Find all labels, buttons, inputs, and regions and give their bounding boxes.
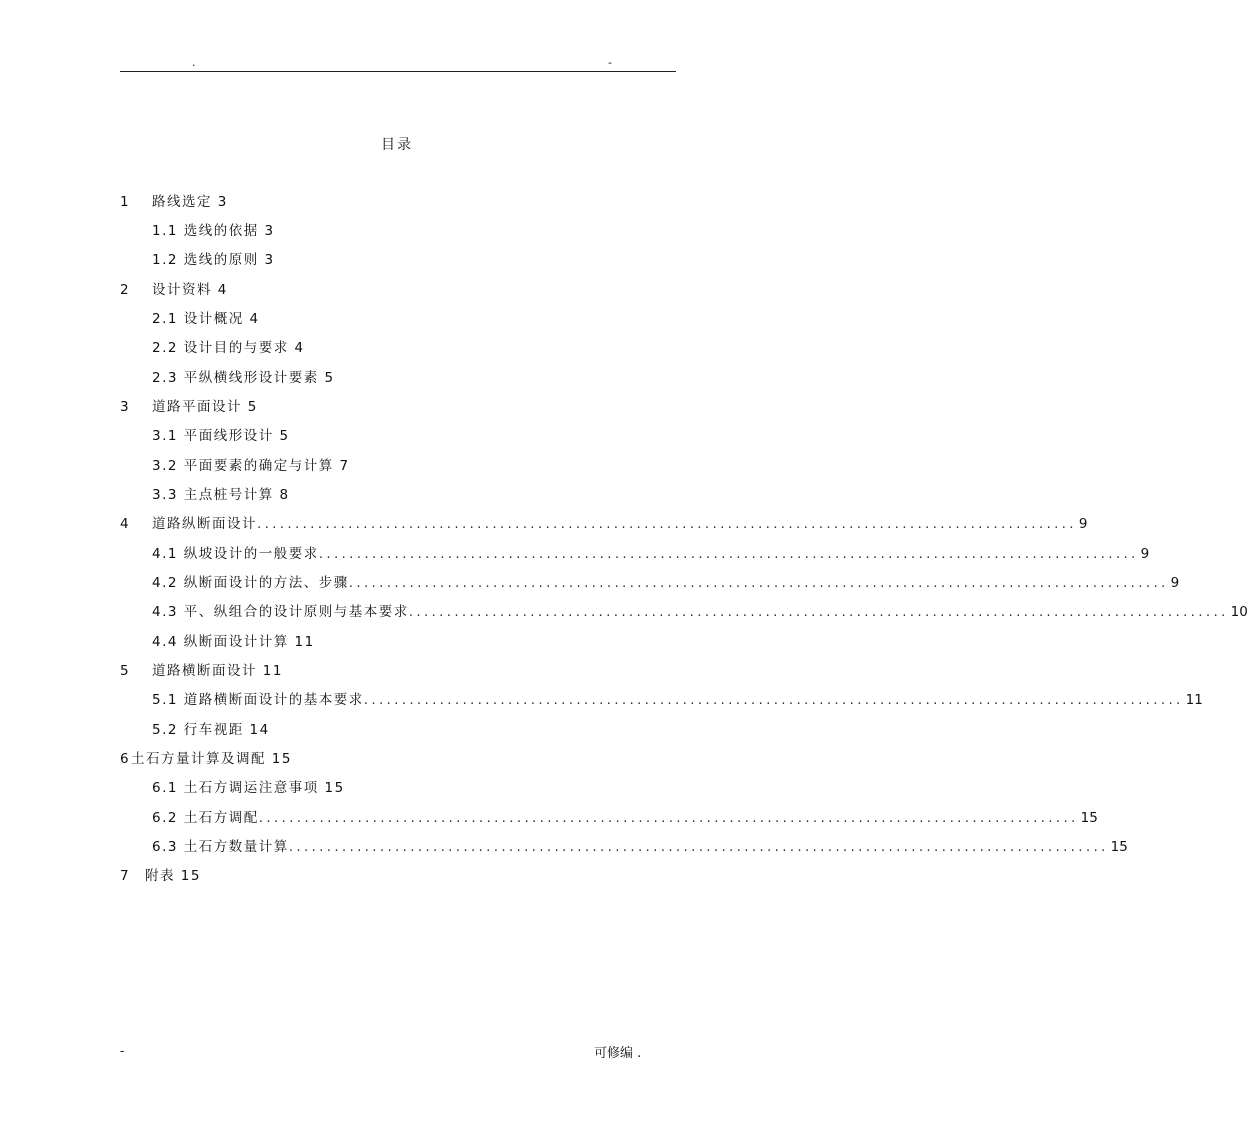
toc-entry-7[interactable] bbox=[0, 866, 794, 886]
toc-number: 5 bbox=[120, 663, 129, 679]
toc-text: 4.1 纵坡设计的一般要求 bbox=[152, 546, 319, 562]
toc-leader: ............................................................................................................ bbox=[363, 692, 1184, 708]
toc-entry-4[interactable] bbox=[0, 514, 1088, 534]
toc-entry-3-3[interactable] bbox=[0, 485, 794, 505]
toc-entry-1[interactable] bbox=[0, 192, 794, 212]
toc-entry-2-2[interactable] bbox=[0, 338, 794, 358]
toc-entry-3[interactable] bbox=[0, 397, 794, 417]
toc-page: 15 bbox=[1080, 810, 1098, 826]
toc-text: 6.2 土石方调配 bbox=[152, 810, 259, 826]
toc-leader: ............................................................................................................ bbox=[258, 810, 1079, 826]
toc-entry-6-2[interactable] bbox=[0, 808, 1098, 828]
toc-number: 1 bbox=[120, 194, 129, 210]
toc-page: 9 bbox=[1078, 516, 1088, 532]
toc-text: 附表 15 bbox=[145, 868, 201, 884]
toc-entry-4-3[interactable] bbox=[0, 602, 1248, 622]
toc-entry-2[interactable] bbox=[0, 280, 794, 300]
toc-entry-5[interactable] bbox=[0, 661, 794, 681]
toc-text: 3.3 主点桩号计算 8 bbox=[152, 487, 290, 503]
toc-page: 9 bbox=[1140, 546, 1150, 562]
footer-editable-note: 可修编 . bbox=[594, 1046, 642, 1061]
toc-leader: ............................................................................................................ bbox=[318, 546, 1139, 562]
toc-text: 4.3 平、纵组合的设计原则与基本要求 bbox=[152, 604, 409, 620]
toc-entry-5-1[interactable] bbox=[0, 690, 1203, 710]
toc-entry-6-3[interactable] bbox=[0, 837, 1128, 857]
toc-entry-2-3[interactable] bbox=[0, 368, 794, 388]
toc-page: 11 bbox=[1185, 692, 1203, 708]
toc-entry-4-4[interactable] bbox=[0, 632, 794, 652]
toc-text: 5.2 行车视距 14 bbox=[152, 722, 270, 738]
toc-number: 2 bbox=[120, 282, 129, 298]
toc-number: 6 bbox=[120, 751, 129, 767]
toc-text: 设计资料 4 bbox=[152, 282, 228, 298]
toc-number: 7 bbox=[120, 868, 129, 884]
toc-leader: ............................................................................................................ bbox=[348, 575, 1169, 591]
toc-entry-4-2[interactable] bbox=[0, 573, 1180, 593]
toc-text: 6.3 土石方数量计算 bbox=[152, 839, 289, 855]
toc-page: 15 bbox=[1110, 839, 1128, 855]
toc-entry-3-2[interactable] bbox=[0, 456, 794, 476]
toc-text: 道路纵断面设计 bbox=[152, 516, 257, 532]
toc-text: 3.1 平面线形设计 5 bbox=[152, 428, 290, 444]
toc-text: 5.1 道路横断面设计的基本要求 bbox=[152, 692, 364, 708]
toc-entry-2-1[interactable] bbox=[0, 309, 794, 329]
toc-text: 4.2 纵断面设计的方法、步骤 bbox=[152, 575, 349, 591]
toc-text: 2.3 平纵横线形设计要素 5 bbox=[152, 370, 335, 386]
toc-page: 10 bbox=[1230, 604, 1248, 620]
toc-text: 4.4 纵断面设计计算 11 bbox=[152, 634, 315, 650]
toc-text: 土石方量计算及调配 15 bbox=[131, 751, 292, 767]
toc-entry-3-1[interactable] bbox=[0, 426, 794, 446]
toc-entry-6[interactable] bbox=[0, 749, 794, 769]
toc-entry-5-2[interactable] bbox=[0, 720, 794, 740]
toc-entry-1-1[interactable] bbox=[0, 221, 794, 241]
toc-leader: ............................................................................................................ bbox=[257, 516, 1077, 532]
toc-page: 9 bbox=[1170, 575, 1180, 591]
toc-text: 道路平面设计 5 bbox=[152, 399, 258, 415]
header-right-mark: - bbox=[608, 56, 612, 69]
toc-text: 1.1 选线的依据 3 bbox=[152, 223, 275, 239]
toc-number: 3 bbox=[120, 399, 129, 415]
toc-text: 1.2 选线的原则 3 bbox=[152, 252, 275, 268]
toc-text: 2.1 设计概况 4 bbox=[152, 311, 260, 327]
toc-text: 路线选定 3 bbox=[152, 194, 228, 210]
toc-leader: ............................................................................................................ bbox=[288, 839, 1109, 855]
toc-text: 3.2 平面要素的确定与计算 7 bbox=[152, 458, 350, 474]
toc-number: 4 bbox=[120, 516, 129, 532]
toc-text: 2.2 设计目的与要求 4 bbox=[152, 340, 305, 356]
toc-entry-6-1[interactable] bbox=[0, 778, 794, 798]
toc-entry-4-1[interactable] bbox=[0, 544, 1150, 564]
page-title: 目录 bbox=[381, 137, 413, 153]
header-left-mark: . bbox=[192, 56, 196, 69]
toc-leader: ............................................................................................................ bbox=[408, 604, 1229, 620]
toc-entry-1-2[interactable] bbox=[0, 250, 794, 270]
footer-left-mark: - bbox=[120, 1044, 125, 1058]
toc-text: 6.1 土石方调运注意事项 15 bbox=[152, 780, 345, 796]
toc-text: 道路横断面设计 11 bbox=[152, 663, 283, 679]
